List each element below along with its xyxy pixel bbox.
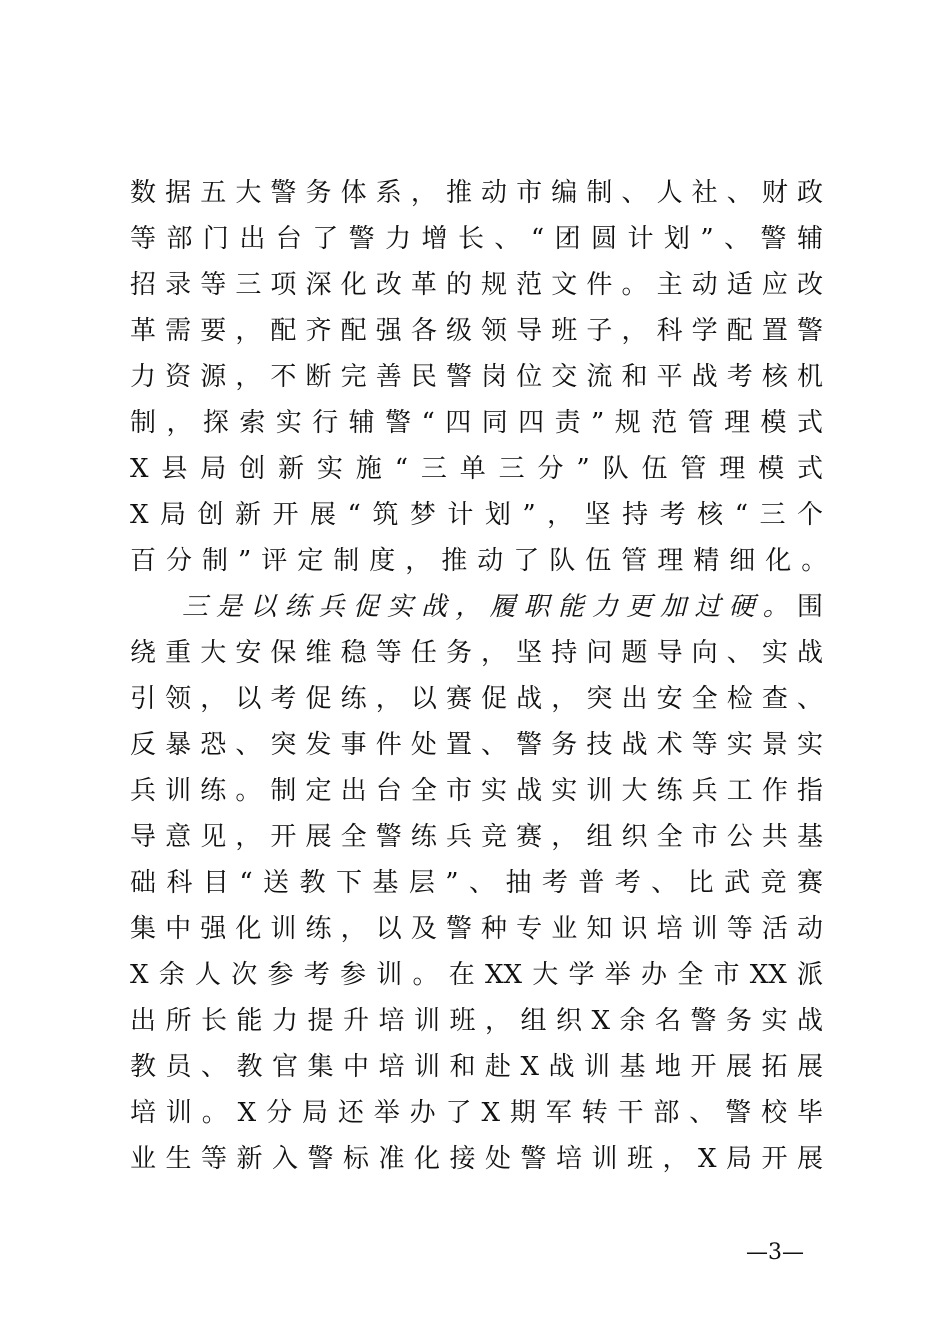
text-line: 反暴恐、突发事件处置、警务技战术等实景实 xyxy=(130,730,823,760)
text-line: 百分制”评定制度，推动了队伍管理精细化。 xyxy=(130,546,838,576)
text-fragment: 围 xyxy=(796,592,823,622)
paragraph-heading: 三是以练兵促实战，履职能力更加过硬。 xyxy=(182,592,797,622)
text-line: X局创新开展“筑梦计划”，坚持考核“三个 xyxy=(130,500,823,530)
text-line: 数据五大警务体系，推动市编制、人社、财政 xyxy=(130,178,823,208)
body-text xyxy=(130,170,838,1182)
text-line: 力资源，不断完善民警岗位交流和平战考核机 xyxy=(130,362,823,392)
text-line: X县局创新实施“三单三分”队伍管理模式 xyxy=(130,454,823,484)
text-line: 业生等新入警标准化接处警培训班，X局开展 xyxy=(130,1144,823,1174)
text-line: 教员、教官集中培训和赴X战训基地开展拓展 xyxy=(130,1052,823,1082)
text-line: 培训。X分局还举办了X期军转干部、警校毕 xyxy=(130,1098,823,1128)
text-line: 兵训练。制定出台全市实战实训大练兵工作指 xyxy=(130,776,823,806)
text-line: 革需要，配齐配强各级领导班子，科学配置警 xyxy=(130,316,823,346)
text-line: 绕重大安保维稳等任务，坚持问题导向、实战 xyxy=(130,638,823,668)
text-line: 集中强化训练，以及警种专业知识培训等活动 xyxy=(130,914,823,944)
paragraph-heading-line xyxy=(130,584,823,630)
text-line: X余人次参考参训。在XX大学举办全市XX派 xyxy=(130,960,823,990)
text-line: 出所长能力提升培训班，组织X余名警务实战 xyxy=(130,1006,823,1036)
text-line: 制，探索实行辅警“四同四责”规范管理模式 xyxy=(130,408,823,438)
text-line: 等部门出台了警力增长、“团圆计划”、警辅 xyxy=(130,224,823,254)
text-line: 础科目“送教下基层”、抽考普考、比武竞赛 xyxy=(130,868,823,898)
text-line: 导意见，开展全警练兵竞赛，组织全市公共基 xyxy=(130,822,823,852)
page-number: —3— xyxy=(746,1240,804,1265)
text-line: 招录等三项深化改革的规范文件。主动适应改 xyxy=(130,270,823,300)
text-line: 引领，以考促练，以赛促战，突出安全检查、 xyxy=(130,684,823,714)
